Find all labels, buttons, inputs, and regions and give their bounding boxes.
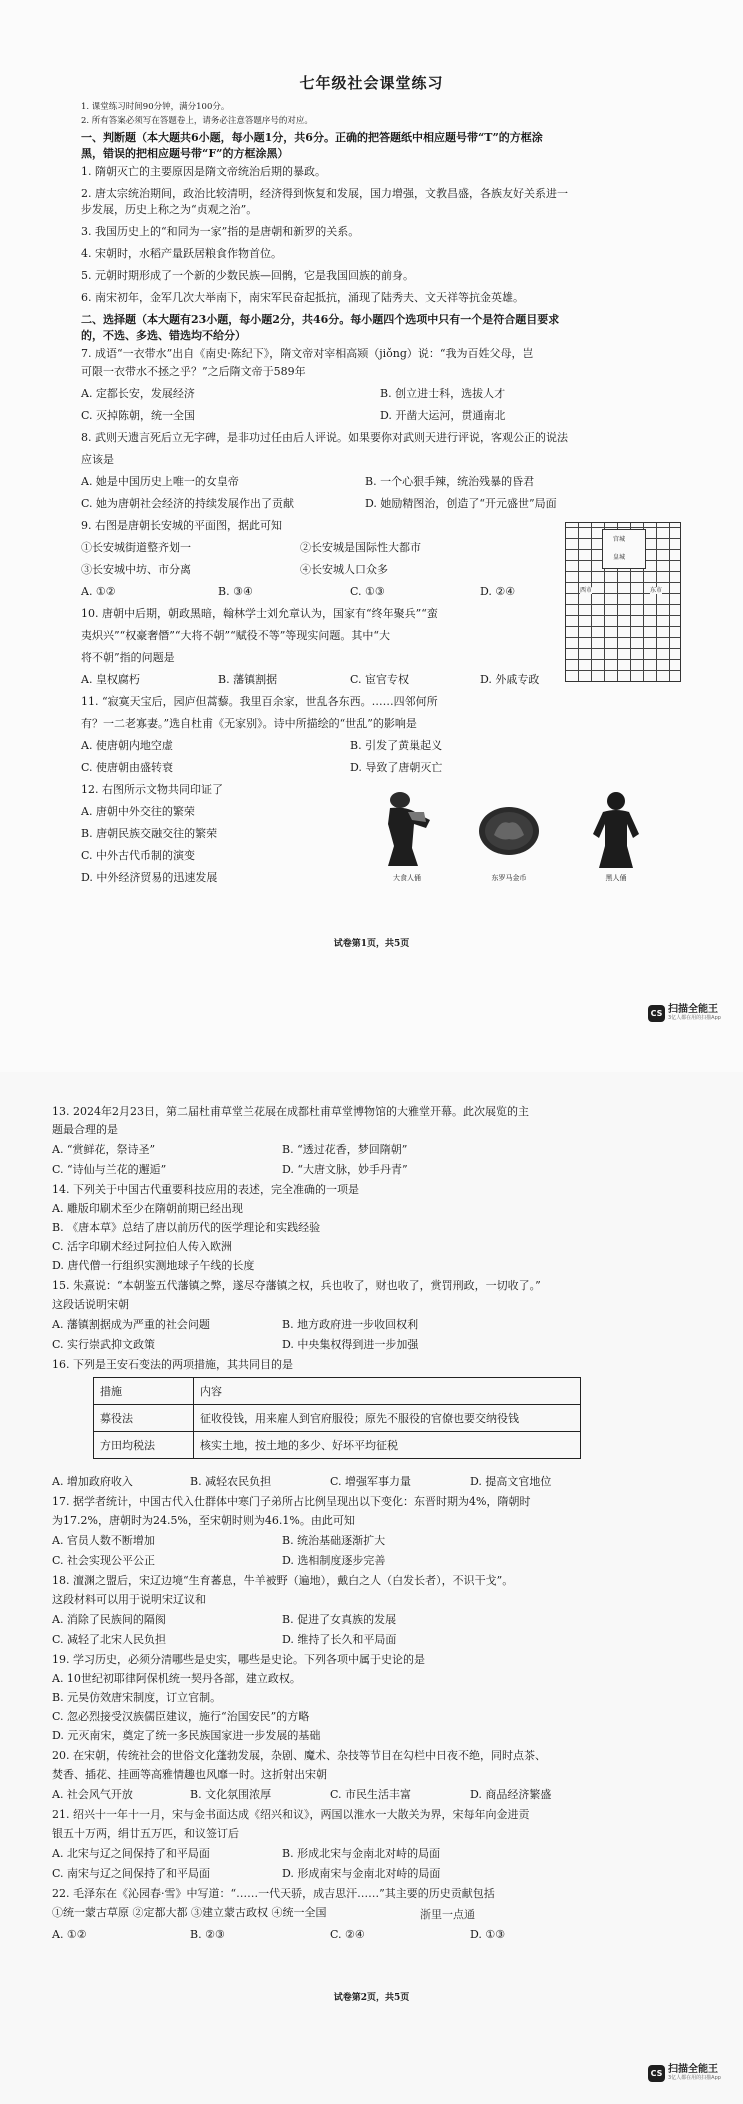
option: A. ①② (81, 585, 116, 598)
option: C. 市民生活丰富 (330, 1788, 412, 1801)
option: D. 提高文官地位 (470, 1475, 552, 1488)
question-stem: 夷炽兴”“权豪奢僭”“大将不朝”“赋役不等”等现实问题。其中“大 (81, 629, 390, 642)
watermark-name: 扫描全能王 (668, 2064, 718, 2075)
option: A. 藩镇割据成为严重的社会问题 (52, 1318, 210, 1331)
option: C. 灭掉陈朝，统一全国 (81, 409, 196, 422)
watermark-sub: 3亿人都在用的扫描App (668, 1015, 721, 1021)
table-cell: 核实土地，按土地的多少、好坏平均征税 (194, 1432, 581, 1459)
option: C. “诗仙与兰花的邂逅” (52, 1163, 167, 1176)
table-cell: 募役法 (94, 1405, 194, 1432)
map-label-east-market: 东市 (650, 587, 663, 594)
statement: ③长安城中坊、市分离 (81, 563, 191, 576)
option: B. 元昊仿效唐宋制度，订立官制。 (52, 1691, 222, 1704)
section-header: 二、选择题（本大题有23小题，每小题2分，共46分。每小题四个选项中只有一个是符合题目要求 (81, 313, 560, 326)
changan-city-map (565, 522, 681, 682)
question-stem: 17. 据学者统计，中国古代入仕群体中寒门子弟所占比例呈现出以下变化：东晋时期为4%，隋朝时 (52, 1495, 531, 1508)
option: A. 她是中国历史上唯一的女皇帝 (81, 475, 239, 488)
option: D. 元灭南宋，奠定了统一多民族国家进一步发展的基础 (52, 1729, 321, 1742)
map-label-palace: 宫城 (613, 536, 626, 543)
question-stem: 8. 武则天遗言死后立无字碑，是非功过任由后人评说。如果要你对武则天进行评说，客观公正的说法 (81, 431, 568, 444)
question-stem: 12. 右图所示文物共同印证了 (81, 783, 223, 796)
option: D. 中央集权得到进一步加强 (282, 1338, 419, 1351)
question-stem: 16. 下列是王安石变法的两项措施，其共同目的是 (52, 1358, 293, 1371)
option: D. 导致了唐朝灭亡 (350, 761, 443, 774)
question-stem: 题最合理的是 (52, 1123, 118, 1136)
camscanner-logo: CS (648, 2065, 665, 2082)
page-footer: 试卷第2页，共5页 (333, 1993, 410, 2003)
statement: ④长安城人口众多 (300, 563, 388, 576)
option: D. “大唐文脉，妙手丹青” (282, 1163, 408, 1176)
question-stem: 15. 朱熹说：“本朝鉴五代藩镇之弊，遂尽夺藩镇之权，兵也收了，财也收了，赏罚刑政，一切收了。” (52, 1279, 541, 1292)
reform-measures-table (93, 1377, 581, 1459)
section-header: 黑，错误的把相应题号带“F”的方框涂黑） (81, 147, 289, 160)
option: D. 唐代僧一行组织实测地球子午线的长度 (52, 1259, 255, 1272)
question-stem: 7. 成语“一衣带水”出自《南史·陈纪下》，隋文帝对宰相高颎（jiǒng）说：“我为百姓父母，岂 (81, 347, 534, 360)
option: A. 雕版印刷术至少在隋朝前期已经出现 (52, 1202, 243, 1215)
option: C. 使唐朝由盛转衰 (81, 761, 174, 774)
option: B. 创立进士科，选拔人才 (380, 387, 506, 400)
option: B. 引发了黄巢起义 (350, 739, 443, 752)
option: B. “透过花香，梦回隋朝” (282, 1143, 408, 1156)
question-stem: 10. 唐朝中后期，朝政黑暗，翰林学士刘允章认为，国家有“终年聚兵”“蛮 (81, 607, 438, 620)
option: C. 社会实现公平公正 (52, 1554, 156, 1567)
option: D. 商品经济繁盛 (470, 1788, 552, 1801)
byzantine-gold-coin-image (478, 805, 540, 857)
option: A. 10世纪初耶律阿保机统一契丹各部，建立政权。 (52, 1672, 301, 1685)
statement: ②长安城是国际性大都市 (300, 541, 421, 554)
instruction-line: 2. 所有答案必须写在答题卷上，请务必注意答题序号的对应。 (81, 116, 313, 126)
option: D. ①③ (470, 1928, 506, 1941)
option: C. 南宋与辽之间保持了和平局面 (52, 1867, 211, 1880)
option: A. 官员人数不断增加 (52, 1534, 155, 1547)
option: D. 外戚专政 (480, 673, 540, 686)
artifact-caption: 大食人俑 (393, 874, 421, 882)
table-header-cell: 措施 (94, 1378, 194, 1405)
table-cell: 方田均税法 (94, 1432, 194, 1459)
option: B. 形成北宋与金南北对峙的局面 (282, 1847, 441, 1860)
page-footer: 试卷第1页，共5页 (333, 939, 410, 949)
question-stem: 22. 毛泽东在《沁园春·雪》中写道：“……一代天骄，成吉思汗……”其主要的历史贡献包括 (52, 1887, 495, 1900)
option: D. 她励精图治，创造了“开元盛世”局面 (365, 497, 557, 510)
question-stem: 银五十万两，绢廿五万匹，和议签订后 (52, 1827, 239, 1840)
scanner-watermark (648, 1004, 721, 1022)
question-line: 2. 唐太宗统治期间，政治比较清明，经济得到恢复和发展，国力增强，文教昌盛，各族友好关系进一 (81, 187, 568, 200)
option: D. 选相制度逐步完善 (282, 1554, 386, 1567)
option: A. 社会风气开放 (52, 1788, 133, 1801)
question-stem: 这段话说明宋朝 (52, 1298, 129, 1311)
question-stem: 为17.2%，唐朝时为24.5%，至宋朝时则为46.1%。由此可知 (52, 1514, 355, 1527)
camscanner-logo: CS (648, 1005, 665, 1022)
question-line: 步发展，历史上称之为“贞观之治”。 (81, 203, 258, 216)
option: B. 促进了女真族的发展 (282, 1613, 397, 1626)
statement: ①统一蒙古草原 ②定都大都 ③建立蒙古政权 ④统一全国 (52, 1906, 327, 1919)
question-line: 4. 宋朝时，水稻产量跃居粮食作物首位。 (81, 247, 282, 260)
question-stem: 21. 绍兴十一年十一月，宋与金书面达成《绍兴和议》，两国以淮水一大散关为界，宋每年向金进贡 (52, 1808, 530, 1821)
option: B. 减轻农民负担 (190, 1475, 272, 1488)
handwritten-note: 浙里一点通 (420, 1908, 475, 1921)
question-line: 3. 我国历史上的“和同为一家”指的是唐朝和新罗的关系。 (81, 225, 360, 238)
artifact-caption: 东罗马金币 (491, 874, 527, 882)
table-row (94, 1432, 581, 1459)
option: A. 增加政府收入 (52, 1475, 133, 1488)
option: D. 开凿大运河，贯通南北 (380, 409, 506, 422)
option: C. 增强军事力量 (330, 1475, 412, 1488)
option: C. ②④ (330, 1928, 365, 1941)
option: B. 《唐本草》总结了唐以前历代的医学理论和实践经验 (52, 1221, 321, 1234)
option: A. 唐朝中外交往的繁荣 (81, 805, 195, 818)
question-stem: 可限一衣带水不拯之乎？”之后隋文帝于589年 (81, 365, 306, 378)
map-label-west-market: 西市 (580, 587, 593, 594)
table-header-row (94, 1378, 581, 1405)
option: B. 地方政府进一步收回权利 (282, 1318, 419, 1331)
scanner-watermark (648, 2064, 721, 2082)
black-figurine-image (583, 790, 649, 870)
option: B. 藩镇割据 (218, 673, 278, 686)
option: C. ①③ (350, 585, 385, 598)
question-stem: 20. 在宋朝，传统社会的世俗文化蓬勃发展，杂剧、魔术、杂技等节目在勾栏中日夜不绝，同时点茶、 (52, 1749, 546, 1762)
option: B. ③④ (218, 585, 253, 598)
option: C. 忽必烈接受汉族儒臣建议，施行“治国安民”的方略 (52, 1710, 310, 1723)
table-cell: 征收役钱，用来雇人到官府服役；原先不服役的官僚也要交纳役钱 (194, 1405, 581, 1432)
question-stem: 14. 下列关于中国古代重要科技应用的表述，完全准确的一项是 (52, 1183, 359, 1196)
option: D. 维持了长久和平局面 (282, 1633, 397, 1646)
option: A. 使唐朝内地空虚 (81, 739, 173, 752)
question-stem: 11. “寂寞天宝后，园庐但蒿藜。我里百余家，世乱各东西。……四邻何所 (81, 695, 438, 708)
option: C. 中外古代币制的演变 (81, 849, 196, 862)
option: B. ②③ (190, 1928, 225, 1941)
arab-figurine-image (378, 790, 436, 870)
instruction-line: 1. 课堂练习时间90分钟，满分100分。 (81, 102, 230, 112)
watermark-name: 扫描全能王 (668, 1004, 718, 1015)
page-title: 七年级社会课堂练习 (299, 74, 444, 92)
option: C. 活字印刷术经过阿拉伯人传入欧洲 (52, 1240, 233, 1253)
question-stem: 焚香、插花、挂画等高雅情趣也风靡一时。这折射出宋朝 (52, 1768, 327, 1781)
section-header: 的，不选、多选、错选均不给分） (81, 329, 246, 342)
option: D. 中外经济贸易的迅速发展 (81, 871, 218, 884)
question-stem: 19. 学习历史，必须分清哪些是史实，哪些是史论。下列各项中属于史论的是 (52, 1653, 425, 1666)
option: A. “赏鲜花，祭诗圣” (52, 1143, 156, 1156)
option: A. 北宋与辽之间保持了和平局面 (52, 1847, 210, 1860)
option: A. 定都长安，发展经济 (81, 387, 195, 400)
option: C. 宦官专权 (350, 673, 410, 686)
table-header-cell: 内容 (194, 1378, 581, 1405)
question-stem: 有？一二老寡妻。”选自杜甫《无家别》。诗中所描绘的“世乱”的影响是 (81, 717, 417, 730)
statement: ①长安城街道整齐划一 (81, 541, 191, 554)
question-stem: 将不朝”指的问题是 (81, 651, 175, 664)
option: B. 统治基础逐渐扩大 (282, 1534, 386, 1547)
option: D. 形成南宋与金南北对峙的局面 (282, 1867, 441, 1880)
question-stem: 18. 澶渊之盟后，宋辽边境“生育蕃息，牛羊被野（遍地），戴白之人（白发长者），不识干戈”。 (52, 1574, 514, 1587)
option: C. 她为唐朝社会经济的持续发展作出了贡献 (81, 497, 295, 510)
question-stem: 应该是 (81, 453, 114, 466)
question-line: 6. 南宋初年，金军几次大举南下，南宋军民奋起抵抗，涌现了陆秀夫、文天祥等抗金英雄。 (81, 291, 524, 304)
option: C. 实行崇武抑文政策 (52, 1338, 156, 1351)
question-stem: 13. 2024年2月23日，第二届杜甫草堂兰花展在成都杜甫草堂博物馆的大雅堂开幕。此次展览的主 (52, 1105, 529, 1118)
option: A. 皇权腐朽 (81, 673, 140, 686)
table-row (94, 1405, 581, 1432)
option: B. 唐朝民族交融交往的繁荣 (81, 827, 218, 840)
palace-city-block (602, 529, 646, 569)
question-stem: 9. 右图是唐朝长安城的平面图，据此可知 (81, 519, 282, 532)
watermark-sub: 3亿人都在用的扫描App (668, 2075, 721, 2081)
question-stem: 这段材料可以用于说明宋辽议和 (52, 1593, 206, 1606)
option: B. 一个心狠手辣，统治残暴的昏君 (365, 475, 535, 488)
artifact-caption: 黑人俑 (605, 874, 627, 882)
question-line: 1. 隋朝灭亡的主要原因是隋文帝统治后期的暴政。 (81, 165, 326, 178)
section-header: 一、判断题（本大题共6小题，每小题1分，共6分。正确的把答题纸中相应题号带“T”的方框涂 (81, 131, 543, 144)
map-label-imperial: 皇城 (613, 554, 626, 561)
option: D. ②④ (480, 585, 516, 598)
option: A. ①② (52, 1928, 87, 1941)
question-line: 5. 元朝时期形成了一个新的少数民族—回鹘，它是我国回族的前身。 (81, 269, 414, 282)
option: B. 文化氛围浓厚 (190, 1788, 272, 1801)
option: C. 减轻了北宋人民负担 (52, 1633, 167, 1646)
option: A. 消除了民族间的隔阂 (52, 1613, 166, 1626)
